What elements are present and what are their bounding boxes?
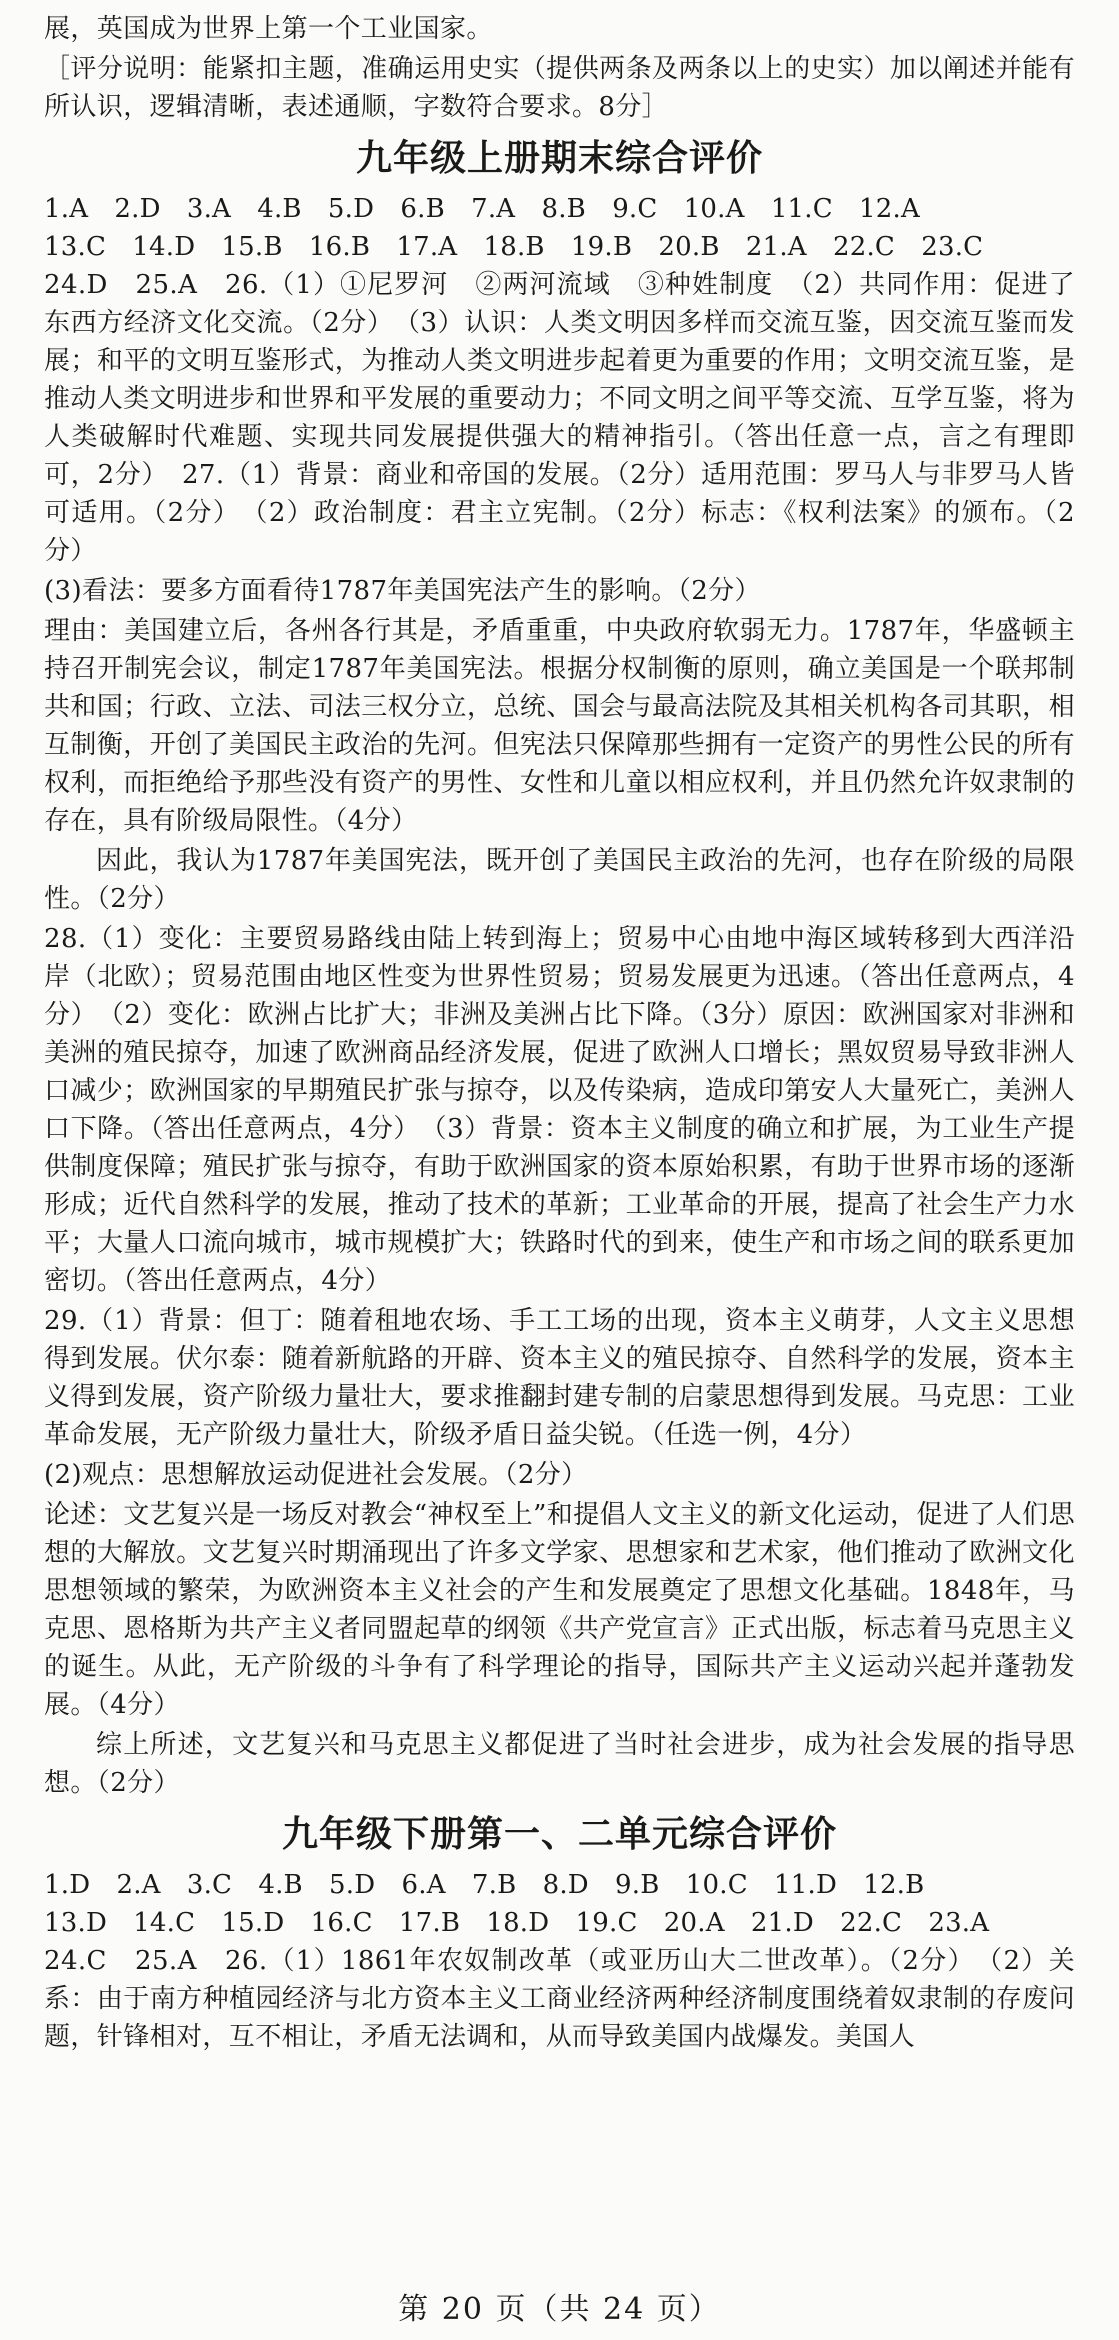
choice-answers-row-2: 13.D 14.C 15.D 16.C 17.B 18.D 19.C 20.A 21.D 22.C 23.A xyxy=(44,1908,990,1938)
section-title-grade9-second-units: 九年级下册第一、二单元综合评价 xyxy=(281,1814,837,1855)
choice-answers-row-1: 1.D 2.A 3.C 4.B 5.D 6.A 7.B 8.D 9.B 10.C 11.D 12.B xyxy=(44,1870,925,1900)
carryover-line: 展，英国成为世界上第一个工业国家。 xyxy=(44,14,493,44)
answer-27-conclusion: 因此，我认为1787年美国宪法，既开创了美国民主政治的先河，也存在阶级的局限性。（2分） xyxy=(44,846,1075,914)
answer-28: 28.（1）变化：主要贸易路线由陆上转到海上；贸易中心由地中海区域转移到大西洋沿岸（北欧）；贸易范围由地区性变为世界性贸易；贸易发展更为迅速。（答出任意两点，4分） （2）变化：欧洲占比扩大；非洲及美洲占比下降。（3分）原因：欧洲国家对非洲和美洲的殖民掠夺，加速了欧洲商品经济发展，促进了欧洲人口增长；黑奴贸易导致非洲人口减少；欧洲国家的早期殖民扩张与掠夺，以及传染病，造成印第安人大量死亡，美洲人口下降。（答出任意两点，4分） （3）背景：资本主义制度的确立和扩展，为工业生产提供制度保障；殖民扩张与掠夺，有助于欧洲国家的资本原始积累，有助于世界市场的逐渐形成；近代自然科学的发展，推动了技术的革新；工业革命的开展，提高了社会生产力水平；大量人口流向城市，城市规模扩大；铁路时代的到来，使生产和市场之间的联系更加密切。（答出任意两点，4分） xyxy=(44,924,1075,1296)
answer-29-conclusion: 综上所述，文艺复兴和马克思主义都促进了当时社会进步，成为社会发展的指导思想。（2分） xyxy=(44,1730,1075,1798)
answer-29-1: 29.（1）背景：但丁：随着租地农场、手工工场的出现，资本主义萌芽，人文主义思想得到发展。伏尔泰：随着新航路的开辟、资本主义的殖民掠夺、自然科学的发展，资本主义得到发展，资产阶级力量壮大，要求推翻封建专制的启蒙思想得到发展。马克思：工业革命发展，无产阶级力量壮大，阶级矛盾日益尖锐。（任选一例，4分） xyxy=(44,1306,1075,1450)
section-title-grade9-first-final: 九年级上册期末综合评价 xyxy=(355,138,763,179)
choice-answers-row-2: 13.C 14.D 15.B 16.B 17.A 18.B 19.B 20.B 21.A 22.C 23.C xyxy=(44,232,984,262)
answer-29-2: (2)观点：思想解放运动促进社会发展。（2分） xyxy=(44,1460,588,1490)
answer-26-27: 24.D 25.A 26.（1）①尼罗河 ②两河流域 ③种姓制度 （2）共同作用：促进了东西方经济文化交流。（2分） （3）认识：人类文明因多样而交流互鉴，因交流互鉴而发展；和平的文明互鉴形式，为推动人类文明进步起着更为重要的作用；文明交流互鉴，是推动人类文明进步和世界和平发展的重要动力；不同文明之间平等交流、互学互鉴，将为人类破解时代难题、实现共同发展提供强大的精神指引。（答出任意一点，言之有理即可，2分） 27.（1）背景：商业和帝国的发展。（2分）适用范围：罗马人与非罗马人皆可适用。（2分） （2）政治制度：君主立宪制。（2分）标志：《权利法案》的颁布。（2分） xyxy=(44,270,1075,566)
answer-24-26: 24.C 25.A 26.（1）1861年农奴制改革（或亚历山大二世改革）。（2分） （2）关系：由于南方种植园经济与北方资本主义工商业经济两种经济制度围绕着奴隶制的存废问题，针锋相对，互不相让，矛盾无法调和，从而导致美国内战爆发。美国人 xyxy=(44,1946,1075,2052)
answer-27-3: (3)看法：要多方面看待1787年美国宪法产生的影响。（2分） xyxy=(44,576,761,606)
answer-27-reason: 理由：美国建立后，各州各行其是，矛盾重重，中央政府软弱无力。1787年，华盛顿主持召开制宪会议，制定1787年美国宪法。根据分权制衡的原则，确立美国是一个联邦制共和国；行政、立法、司法三权分立，总统、国会与最高法院及其相关机构各司其职，相互制衡，开创了美国民主政治的先河。但宪法只保障那些拥有一定资产的男性公民的所有权利，而拒绝给予那些没有资产的男性、女性和儿童以相应权利，并且仍然允许奴隶制的存在，具有阶级局限性。（4分） xyxy=(44,616,1075,836)
grading-note: ［评分说明：能紧扣主题，准确运用史实（提供两条及两条以上的史实）加以阐述并能有所认识，逻辑清晰，表述通顺，字数符合要求。8分］ xyxy=(44,54,1075,122)
choice-answers-row-1: 1.A 2.D 3.A 4.B 5.D 6.B 7.A 8.B 9.C 10.A 11.C 12.A xyxy=(44,194,920,224)
page-number-footer: 第 20 页（共 24 页） xyxy=(398,2292,721,2327)
answer-29-argument: 论述：文艺复兴是一场反对教会“神权至上”和提倡人文主义的新文化运动，促进了人们思想的大解放。文艺复兴时期涌现出了许多文学家、思想家和艺术家，他们推动了欧洲文化思想领域的繁荣，为欧洲资本主义社会的产生和发展奠定了思想文化基础。1848年，马克思、恩格斯为共产主义者同盟起草的纲领《共产党宣言》正式出版，标志着马克思主义的诞生。从此，无产阶级的斗争有了科学理论的指导，国际共产主义运动兴起并蓬勃发展。（4分） xyxy=(44,1500,1075,1720)
